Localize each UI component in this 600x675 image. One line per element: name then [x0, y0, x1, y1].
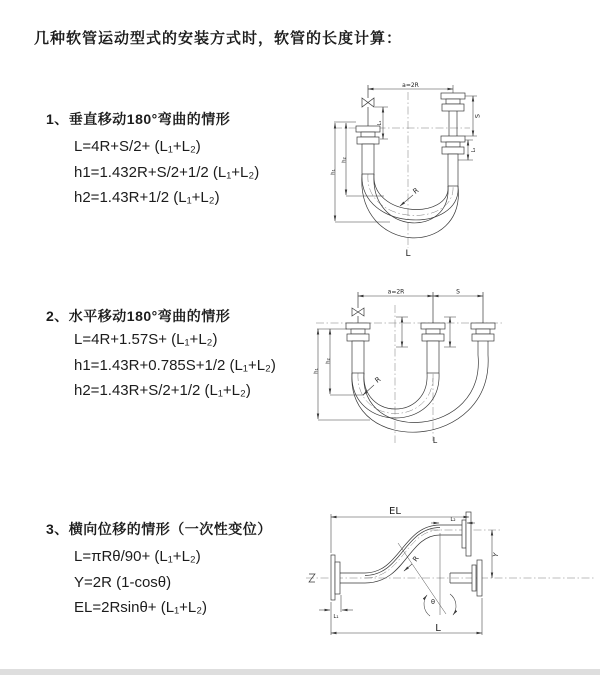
s-curve-hose	[365, 525, 440, 583]
section-1-formulas	[74, 134, 259, 211]
braided-hose-section	[427, 341, 439, 373]
formula-line: h1=1.43R+0.785S+1/2 (L₁+L₂)	[74, 356, 276, 374]
dim-label-h2: h₂	[341, 157, 348, 163]
formula-line: h2=1.43R+1/2 (L₁+L₂)	[74, 189, 220, 206]
radius-label: R	[373, 375, 383, 385]
flange-lower-right	[472, 560, 482, 596]
dim-label-h1: h₁	[330, 169, 337, 175]
dim-label-stroke: S	[473, 113, 482, 119]
length-label: L	[432, 436, 438, 445]
flange-right-lower	[441, 136, 465, 154]
u-bend-hose	[352, 355, 488, 432]
formula-line: L=πRθ/90+ (L₁+L₂)	[74, 548, 201, 565]
section-3-formulas	[74, 544, 207, 621]
diagram-lateral-displacement	[300, 503, 600, 643]
formula-line: EL=2Rsinθ+ (L₁+L₂)	[74, 599, 208, 616]
formula-line: L=4R+S/2+ (L₁+L₂)	[74, 138, 201, 155]
dim-label-h2: h₂	[325, 358, 332, 364]
pipe-wall	[478, 341, 488, 355]
radius-label: R	[411, 554, 421, 564]
angle-label: θ	[431, 598, 435, 606]
braided-hose-section	[352, 341, 364, 373]
diagram-vertical-180-bend	[328, 76, 488, 258]
flange-right-upper	[441, 93, 465, 111]
pipe-wall	[449, 111, 457, 136]
valve-icon	[352, 308, 364, 316]
hose-drawing	[356, 85, 465, 238]
formula-line: Y=2R (1-cosθ)	[74, 573, 172, 591]
dim-label-y-offset: Y	[491, 551, 501, 559]
dim-label-el: EL	[389, 506, 401, 517]
dim-label-fitting-left: L₁	[377, 120, 383, 126]
extension-line	[433, 292, 483, 323]
dim-label-span: a=2R	[387, 288, 405, 296]
flange-left	[346, 323, 370, 341]
formula-line: h2=1.43R+S/2+1/2 (L₁+L₂)	[74, 382, 251, 399]
length-label: L	[405, 249, 411, 258]
dim-label-fitting-right: L₂	[471, 147, 477, 153]
flange-upper-right	[462, 512, 471, 556]
dimension-lines	[317, 296, 483, 420]
dim-label-stroke: S	[456, 288, 460, 296]
length-label: L	[435, 623, 441, 634]
formula-line: h1=1.432R+S/2+1/2 (L₁+L₂)	[74, 163, 260, 181]
section-2-heading: 2、水平移动180°弯曲的情形	[46, 308, 231, 324]
dim-label-fitting-right: L₂	[450, 517, 456, 523]
formula-line: L=4R+1.57S+ (L₁+L₂)	[74, 331, 218, 348]
hose-drawing	[346, 292, 495, 432]
scan-edge-artifact	[0, 669, 600, 675]
diagram-horizontal-180-bend	[308, 283, 508, 448]
flange-right-moved	[471, 323, 495, 341]
flange-left	[331, 555, 340, 600]
flange-left	[356, 126, 380, 144]
centerline	[306, 530, 594, 578]
braided-hose-section	[448, 154, 458, 186]
dim-label-h1: h₁	[313, 368, 320, 374]
radius-label: R	[411, 186, 421, 196]
valve-icon	[362, 98, 374, 107]
braided-hose-section	[362, 144, 374, 174]
section-3-heading: 3、横向位移的情形（一次性变位）	[46, 521, 272, 537]
flange-middle	[421, 323, 445, 341]
section-1-heading: 1、垂直移动180°弯曲的情形	[46, 111, 231, 127]
dim-label-fitting-left: L₁	[333, 614, 339, 620]
section-2-formulas	[74, 327, 276, 404]
hose-drawing	[309, 512, 482, 600]
dim-label-span: a=2R	[402, 82, 419, 89]
u-bend-hose	[362, 174, 459, 238]
page-title: 几种软管运动型式的安装方式时，软管的长度计算：	[34, 30, 403, 47]
